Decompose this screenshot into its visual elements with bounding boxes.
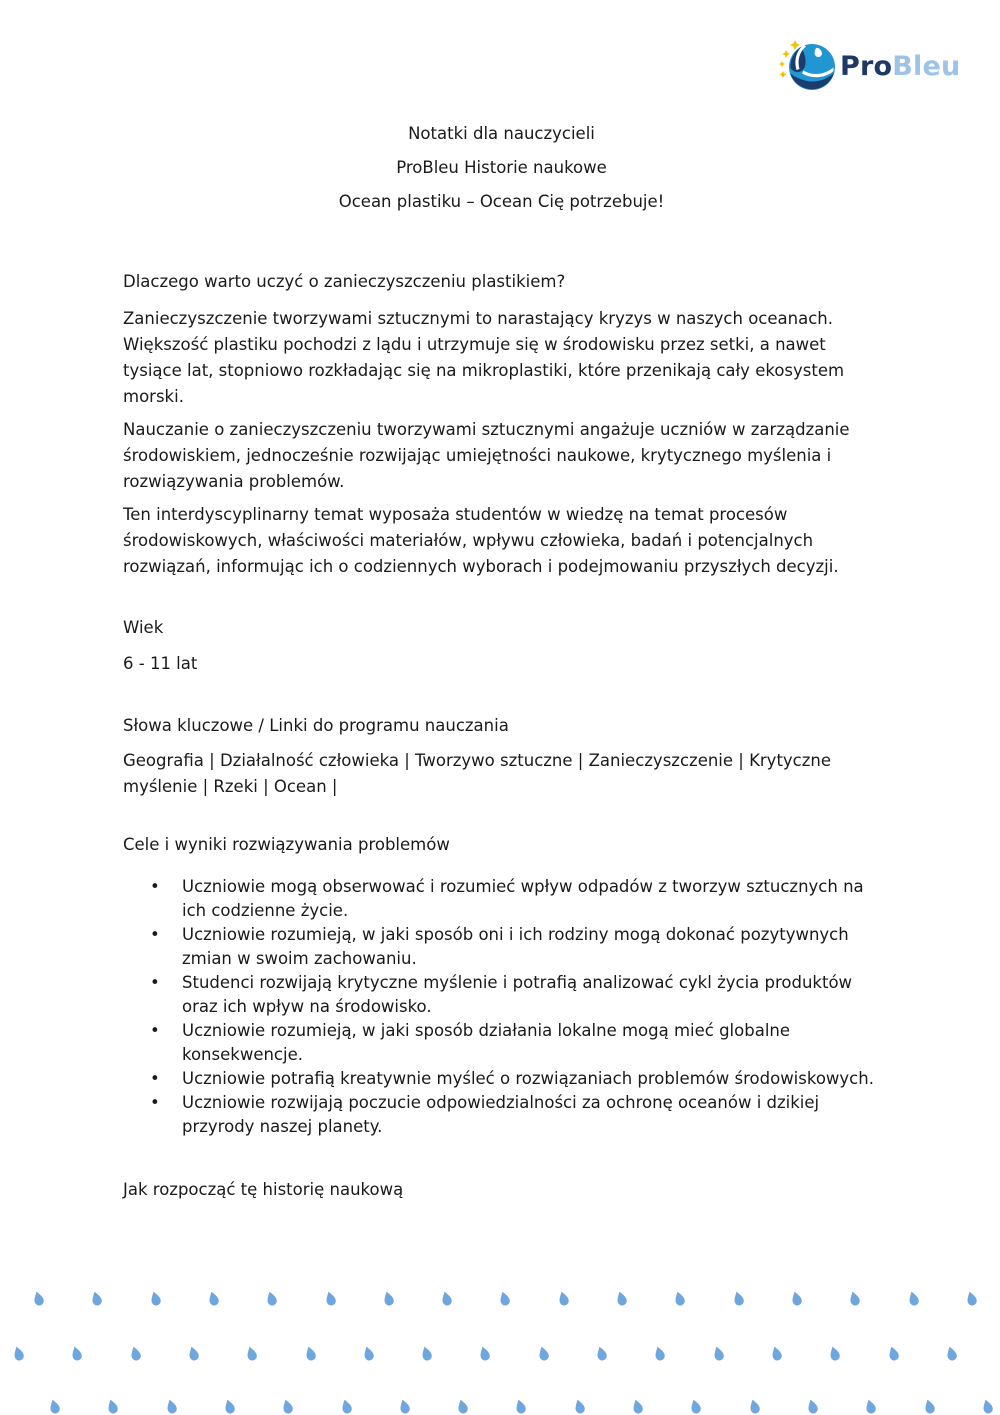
age-section-heading: Wiek (123, 618, 164, 637)
water-droplet-icon (339, 1398, 353, 1415)
goal-text: Studenci rozwijają krytyczne myślenie i potrafią analizować cykl życia produktów oraz ich wpływ na środowisko. (182, 973, 853, 1016)
goal-text: Uczniowie potrafią kreatywnie myśleć o rozwiązaniach problemów środowiskowych. (182, 1069, 874, 1088)
water-droplet-icon (397, 1398, 411, 1415)
water-droplet-icon (164, 1398, 178, 1415)
water-droplet-icon (148, 1290, 162, 1307)
logo-text-bleu: Bleu (892, 50, 961, 82)
title-line-1: Notatki dla nauczycieli (408, 124, 595, 143)
age-value: 6 - 11 lat (123, 654, 198, 673)
water-droplet-icon (828, 1345, 842, 1362)
water-droplet-icon (848, 1290, 862, 1307)
water-droplet-icon (906, 1290, 920, 1307)
keywords-section-heading: Słowa kluczowe / Linki do programu nauczania (123, 716, 509, 735)
water-droplet-icon (265, 1290, 279, 1307)
water-droplet-icon (614, 1290, 628, 1307)
keywords-value: Geografia | Działalność człowieka | Tworzywo sztuczne | Zanieczyszczenie | Krytyczne myślenie | Rzeki | Ocean | (123, 751, 832, 796)
water-droplet-icon (556, 1290, 570, 1307)
goal-text: Uczniowie rozumieją, w jaki sposób działania lokalne mogą mieć globalne konsekwencje. (182, 1021, 791, 1064)
water-droplet-icon (47, 1398, 61, 1415)
water-droplet-icon (944, 1345, 958, 1362)
water-droplet-icon (498, 1290, 512, 1307)
water-droplet-icon (381, 1290, 395, 1307)
bullet-icon: • (150, 925, 160, 944)
water-droplet-icon (886, 1345, 900, 1362)
list-item (123, 923, 880, 971)
water-droplet-icon (245, 1345, 259, 1362)
water-droplet-icon (653, 1345, 667, 1362)
water-droplet-icon (303, 1345, 317, 1362)
list-item (123, 1091, 880, 1139)
water-droplet-icon (630, 1398, 644, 1415)
goal-text: Uczniowie rozwijają poczucie odpowiedzialności za ochronę oceanów i dzikiej przyrody naszej planety. (182, 1093, 820, 1136)
water-droplet-icon (361, 1345, 375, 1362)
next-section-heading: Jak rozpocząć tę historię naukową (123, 1180, 404, 1199)
water-droplet-icon (964, 1290, 978, 1307)
list-item (123, 875, 880, 923)
water-droplet-icon (769, 1345, 783, 1362)
water-droplet-icon (478, 1345, 492, 1362)
water-droplet-icon (864, 1398, 878, 1415)
water-droplet-icon (673, 1290, 687, 1307)
bullet-icon: • (150, 1093, 160, 1112)
water-droplet-icon (419, 1345, 433, 1362)
water-droplet-icon (31, 1290, 45, 1307)
list-item (123, 1019, 880, 1067)
water-droplet-icon (222, 1398, 236, 1415)
document-body (123, 0, 880, 1203)
water-droplet-icon (514, 1398, 528, 1415)
goals-list (123, 875, 880, 1139)
water-droplet-icon (186, 1345, 200, 1362)
water-droplet-icon (536, 1345, 550, 1362)
water-droplet-icon (70, 1345, 84, 1362)
why-paragraph-1: Zanieczyszczenie tworzywami sztucznymi to narastający kryzys w naszych oceanach. Większość plastiku pochodzi z lądu i utrzymuje się w środowisku przez setki, a nawet tysiące lat, stopniowo rozkładając się na mikroplastiki, które przenikają cały ekosystem morski. (123, 309, 845, 406)
list-item (123, 1067, 880, 1091)
water-droplet-icon (206, 1290, 220, 1307)
water-droplet-icon (11, 1345, 25, 1362)
document-titles (123, 0, 880, 215)
why-paragraph-3: Ten interdyscyplinarny temat wyposaża studentów w wiedzę na temat procesów środowiskowych, właściwości materiałów, wpływu człowieka, badań i potencjalnych rozwiązań, informując ich o codziennych wyborach i podejmowaniu przyszłych decyzji. (123, 505, 839, 576)
goal-text: Uczniowie mogą obserwować i rozumieć wpływ odpadów z tworzyw sztucznych na ich codzienne życie. (182, 877, 864, 920)
bullet-icon: • (150, 973, 160, 992)
water-droplet-icon (90, 1290, 104, 1307)
water-droplet-icon (805, 1398, 819, 1415)
water-droplet-icon (711, 1345, 725, 1362)
bullet-icon: • (150, 1021, 160, 1040)
logo-text-pro: Pro (840, 50, 893, 82)
water-droplet-icon (689, 1398, 703, 1415)
water-droplet-icon (980, 1398, 994, 1415)
water-droplet-icon (922, 1398, 936, 1415)
bullet-icon: • (150, 877, 160, 896)
water-droplet-icon (439, 1290, 453, 1307)
water-droplet-icon (323, 1290, 337, 1307)
water-droplet-icon (281, 1398, 295, 1415)
why-paragraph-2: Nauczanie o zanieczyszczeniu tworzywami sztucznymi angażuje uczniów w zarządzanie środowiskiem, jednocześnie rozwijając umiejętności naukowe, krytycznego myślenia i rozwiązywania problemów. (123, 420, 850, 491)
bullet-icon: • (150, 1069, 160, 1088)
title-line-3: Ocean plastiku – Ocean Cię potrzebuje! (338, 192, 665, 211)
water-droplet-icon (455, 1398, 469, 1415)
goals-section-heading: Cele i wyniki rozwiązywania problemów (123, 835, 450, 854)
goal-text: Uczniowie rozumieją, w jaki sposób oni i ich rodziny mogą dokonać pozytywnych zmian w swoim zachowaniu. (182, 925, 849, 968)
why-section-heading: Dlaczego warto uczyć o zanieczyszczeniu plastikiem? (123, 272, 566, 291)
water-droplet-icon (594, 1345, 608, 1362)
water-droplet-icon (128, 1345, 142, 1362)
water-droplet-icon (789, 1290, 803, 1307)
list-item (123, 971, 880, 1019)
water-droplet-icon (747, 1398, 761, 1415)
water-droplet-icon (106, 1398, 120, 1415)
title-line-2: ProBleu Historie naukowe (396, 158, 607, 177)
water-droplet-icon (572, 1398, 586, 1415)
water-droplet-icon (731, 1290, 745, 1307)
